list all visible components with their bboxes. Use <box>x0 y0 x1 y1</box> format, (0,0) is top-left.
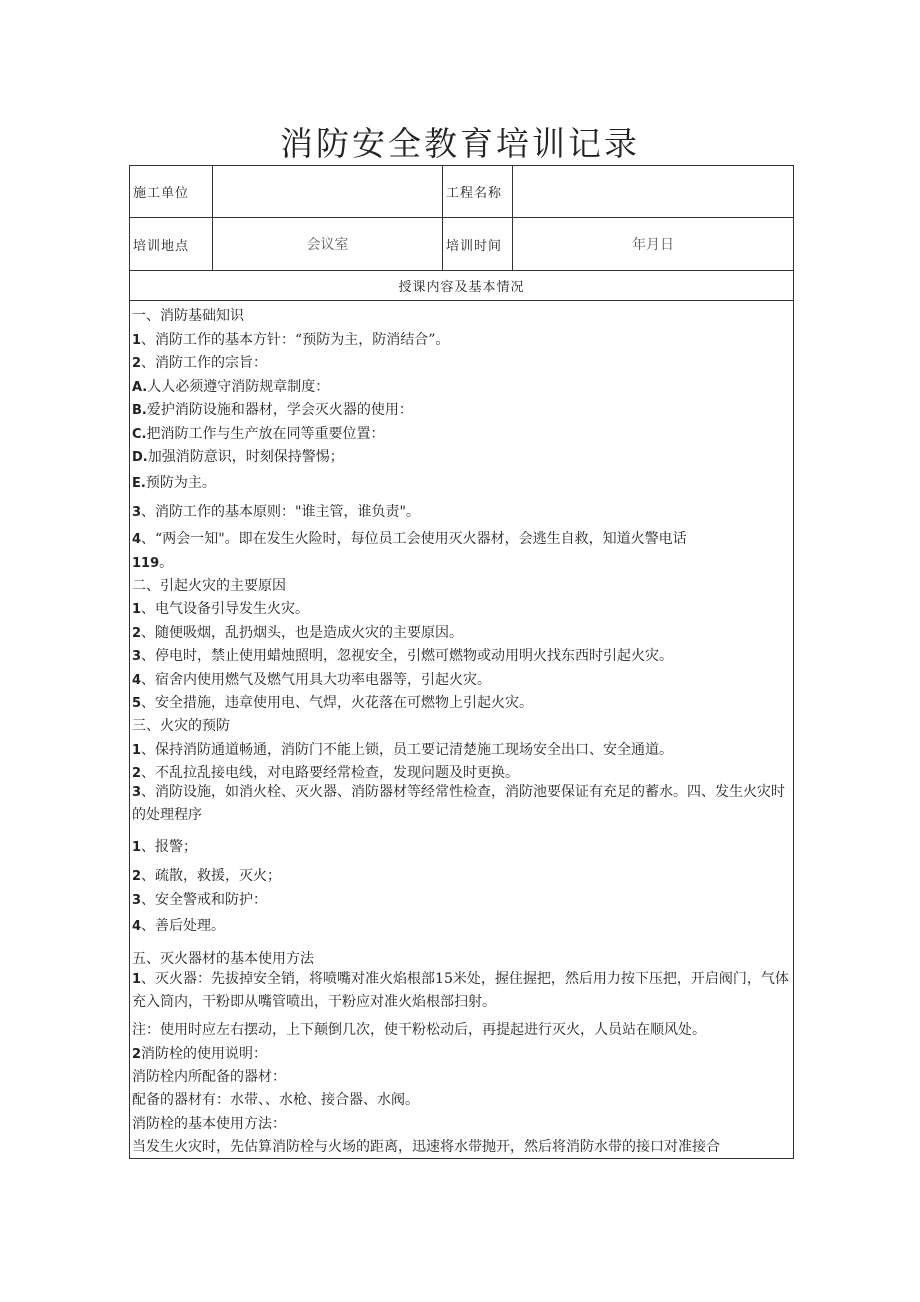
content-line: 119。 <box>132 555 174 571</box>
time-value[interactable]: 年月日 <box>632 237 674 253</box>
content-line: 4、“两会一知"。即在发生火险时，每位员工会使用灭火器材，会逃生自救，知道火警电话 <box>132 531 687 547</box>
unit-value[interactable] <box>213 166 443 217</box>
content-line: 二、引起火灾的主要原因 <box>132 578 286 594</box>
header-row-1 <box>130 166 793 218</box>
content-line: 注：使用时应左右摆动，上下颠倒几次，使干粉松动后，再提起进行灭火，人员站在顺风处。 <box>132 1022 706 1038</box>
content-line: 5、安全措施，违章使用电、气焊，火花落在可燃物上引起火灾。 <box>132 695 534 711</box>
content-line: A.人人必须遵守消防规章制度： <box>132 379 330 395</box>
content-line: 1、电气设备引导发生火灾。 <box>132 601 310 617</box>
content-line: 1、灭火器：先拔掉安全销，将喷嘴对准火焰根部15米处，握住握把，然后用力按下压把，开启阀门，气体充入筒内，干粉即从嘴管喷出，干粉应对准火焰根部扫射。 <box>132 971 789 1010</box>
training-record-table <box>129 165 794 1159</box>
content-line: 3、停电时，禁止使用蜡烛照明，忽视安全，引燃可燃物或动用明火找东西时引起火灾。 <box>132 648 674 664</box>
content-line: 3、消防工作的基本原则："谁主管，谁负责"。 <box>132 504 420 520</box>
page-title: 消防安全教育培训记录 <box>280 124 640 163</box>
content-line: 2、消防工作的宗旨： <box>132 355 268 371</box>
content-line: 消防栓的基本使用方法： <box>132 1116 286 1132</box>
content-line: 3、消防设施，如消火栓、灭火器、消防器材等经常性检查，消防池要保证有充足的蓄水。四、发生火灾时的处理程序 <box>132 784 786 823</box>
project-label: 工程名称 <box>443 166 513 217</box>
content-line: B.爱护消防设施和器材，学会灭火器的使用： <box>132 402 413 418</box>
content-line: 一、消防基础知识 <box>132 308 244 324</box>
content-line: E.预防为主。 <box>132 475 216 491</box>
content-line: 1、保持消防通道畅通，消防门不能上锁，员工要记清楚施工现场安全出口、安全通道。 <box>132 742 674 758</box>
content-line: 当发生火灾时，先估算消防栓与火场的距离，迅速将水带抛开，然后将消防水带的接口对准接合 <box>132 1139 720 1155</box>
place-value[interactable]: 会议室 <box>213 218 443 270</box>
content-line: 1、报警； <box>132 839 198 855</box>
project-value[interactable] <box>513 166 793 217</box>
content-line: 1、消防工作的基本方针：“预防为主，防消结合”。 <box>132 332 450 348</box>
content-line: C.把消防工作与生产放在同等重要位置： <box>132 426 385 442</box>
content-line: 2、随便吸烟，乱扔烟头，也是造成火灾的主要原因。 <box>132 625 464 641</box>
unit-label: 施工单位 <box>130 166 213 217</box>
time-label: 培训时间 <box>443 218 513 270</box>
header-row-2 <box>130 218 793 271</box>
content-line: 2消防栓的使用说明： <box>132 1046 268 1062</box>
content-line: 消防栓内所配备的器材： <box>132 1069 286 1085</box>
section-title: 授课内容及基本情况 <box>130 271 793 301</box>
place-label: 培训地点 <box>130 218 213 270</box>
content-line: 4、宿舍内使用燃气及燃气用具大功率电器等，引起火灾。 <box>132 672 492 688</box>
content-line: D.加强消防意识，时刻保持警惕； <box>132 449 344 465</box>
content-line: 2、不乱拉乱接电线，对电路要经常检查，发现问题及时更换。 <box>132 765 520 781</box>
content-line: 配备的器材有：水带、、水枪、接合器、水阀。 <box>132 1092 419 1108</box>
content-line: 4、善后处理。 <box>132 918 226 934</box>
content-line: 三、火灾的预防 <box>132 718 230 734</box>
content-line: 五、灭火器材的基本使用方法 <box>132 951 314 967</box>
content-line: 2、疏散，救援，灭火； <box>132 868 282 884</box>
content-line: 3、安全警戒和防护： <box>132 892 268 908</box>
